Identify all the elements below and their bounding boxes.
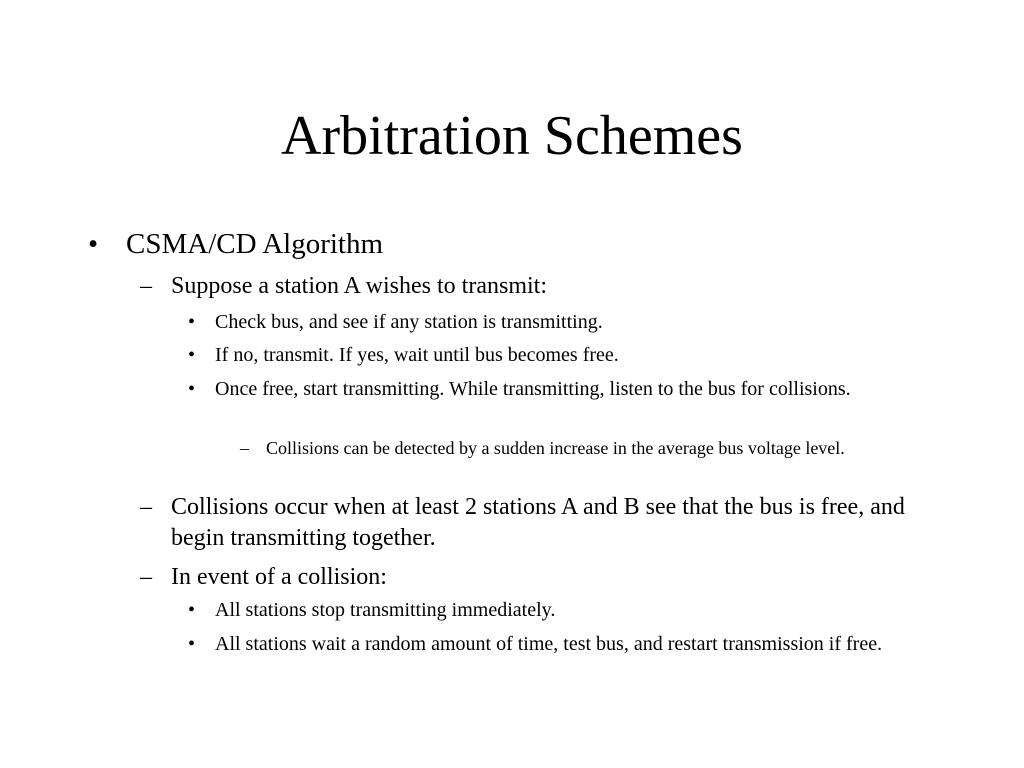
bullet-level-3 [188, 376, 935, 402]
dash-marker: – [240, 438, 249, 458]
bullet-marker: • [188, 378, 196, 400]
bullet-level-2 [140, 271, 951, 302]
bullet-text: Collisions occur when at least 2 stations A and B see that the bus is free, and begin transmitting together. [171, 494, 905, 551]
bullet-text: Suppose a station A wishes to transmit: [171, 273, 547, 299]
bullet-text: Check bus, and see if any station is transmitting. [215, 311, 603, 333]
bullet-text: All stations stop transmitting immediately. [215, 599, 556, 621]
bullet-level-2 [140, 492, 951, 554]
bullet-marker: • [188, 344, 196, 366]
dash-marker: – [140, 494, 152, 520]
bullet-text: If no, transmit. If yes, wait until bus becomes free. [215, 344, 619, 366]
bullet-level-3 [188, 631, 935, 657]
bullet-marker: • [188, 311, 196, 333]
bullet-text: Once free, start transmitting. While transmitting, listen to the bus for collisions. [215, 378, 851, 400]
bullet-level-3 [188, 309, 935, 335]
bullet-marker: • [188, 633, 196, 655]
dash-marker: – [140, 273, 152, 299]
bullet-level-3 [188, 597, 935, 623]
bullet-text: Collisions can be detected by a sudden increase in the average bus voltage level. [266, 438, 845, 458]
dash-marker: – [140, 564, 152, 590]
bullet-text: CSMA/CD Algorithm [126, 228, 384, 260]
bullet-level-3 [188, 342, 935, 368]
bullet-text: In event of a collision: [171, 564, 387, 590]
bullet-marker: • [188, 599, 196, 621]
bullet-level-1 [88, 228, 986, 261]
bullet-level-2 [140, 562, 951, 593]
bullet-level-4 [240, 436, 906, 460]
bullet-marker: • [88, 228, 99, 260]
bullet-text: All stations wait a random amount of time, test bus, and restart transmission if free. [215, 633, 883, 655]
slide-title: Arbitration Schemes [281, 105, 743, 167]
